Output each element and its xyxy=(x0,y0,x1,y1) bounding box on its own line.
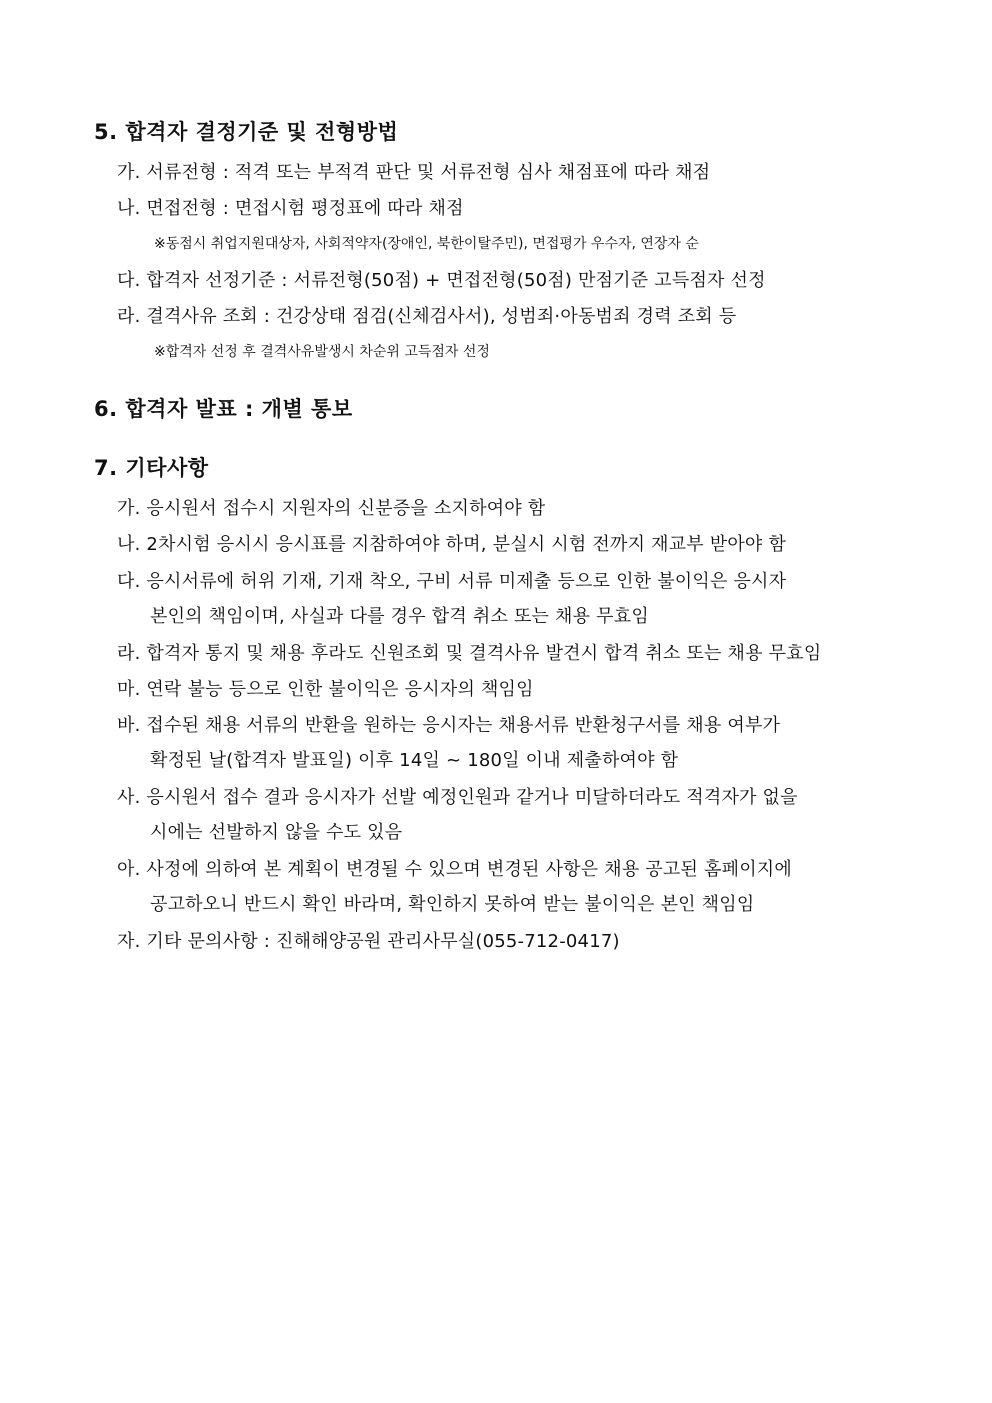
section-7-item-a-cont: 공고하오니 반드시 확인 바라며, 확인하지 못하여 받는 불이익은 본인 책임임 xyxy=(150,894,755,915)
section-5-note-tie: ※동점시 취업지원대상자, 사회적약자(장애인, 북한이탈주민), 면접평가 우수자, 연장자 순 xyxy=(154,236,699,252)
section-7-item-a: 아. 사정에 의하여 본 계획이 변경될 수 있으며 변경된 사항은 채용 공고된 홈페이지에 xyxy=(117,859,792,880)
section-7-item-ma: 마. 연락 불능 등으로 인한 불이익은 응시자의 책임임 xyxy=(117,679,534,700)
section-7-item-ra: 라. 합격자 통지 및 채용 후라도 신원조회 및 결격사유 발견시 합격 취소 또는 채용 무효임 xyxy=(117,643,822,664)
section-5-item-da: 다. 합격자 선정기준 : 서류전형(50점) + 면접전형(50점) 만점기준 고득점자 선정 xyxy=(117,270,766,291)
section-7-item-ja: 자. 기타 문의사항 : 진해해양공원 관리사무실(055-712-0417) xyxy=(117,931,620,952)
section-6-heading: 6. 합격자 발표 : 개별 통보 xyxy=(94,397,353,421)
section-7-item-sa: 사. 응시원서 접수 결과 응시자가 선발 예정인원과 같거나 미달하더라도 적격자가 없을 xyxy=(117,787,798,808)
section-5-item-ra: 라. 결격사유 조회 : 건강상태 점검(신체검사서), 성범죄·아동범죄 경력 조회 등 xyxy=(117,306,737,327)
section-7-heading: 7. 기타사항 xyxy=(94,456,209,480)
section-5-item-ga: 가. 서류전형 : 적격 또는 부적격 판단 및 서류전형 심사 채점표에 따라 채점 xyxy=(117,162,711,183)
section-7-item-sa-cont: 시에는 선발하지 않을 수도 있음 xyxy=(150,822,403,843)
section-7-item-na: 나. 2차시험 응시시 응시표를 지참하여야 하며, 분실시 시험 전까지 재교부 받아야 함 xyxy=(117,534,787,555)
section-7-item-da-cont: 본인의 책임이며, 사실과 다를 경우 합격 취소 또는 채용 무효임 xyxy=(150,606,649,627)
section-7-item-ba-cont: 확정된 날(합격자 발표일) 이후 14일 ~ 180일 이내 제출하여야 함 xyxy=(150,750,679,771)
section-7-item-ga: 가. 응시원서 접수시 지원자의 신분증을 소지하여야 함 xyxy=(117,498,546,519)
section-7-item-ba: 바. 접수된 채용 서류의 반환을 원하는 응시자는 채용서류 반환청구서를 채용 여부가 xyxy=(117,715,781,736)
section-5-note-disqualification: ※합격자 선정 후 결격사유발생시 차순위 고득점자 선정 xyxy=(154,344,490,360)
section-5-item-na: 나. 면접전형 : 면접시험 평정표에 따라 채점 xyxy=(117,198,464,219)
section-5-heading: 5. 합격자 결정기준 및 전형방법 xyxy=(94,120,399,144)
section-7-item-da: 다. 응시서류에 허위 기재, 기재 착오, 구비 서류 미제출 등으로 인한 불이익은 응시자 xyxy=(117,571,787,592)
